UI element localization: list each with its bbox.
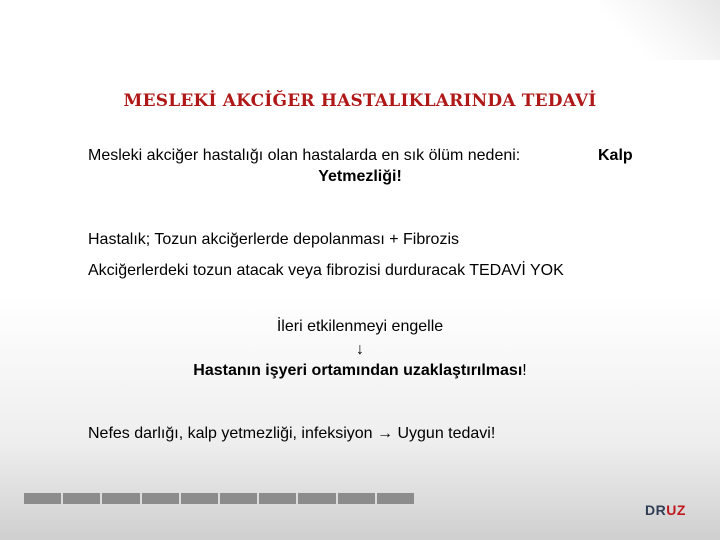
corner-shading <box>600 0 720 60</box>
death-cause-answer-part2: Yetmezliği! <box>318 168 402 185</box>
logo-part-dr: DR <box>645 502 667 518</box>
druz-logo <box>645 502 686 518</box>
flow-step-prevent: İleri etkilenmeyi engelle <box>276 318 444 335</box>
footer-bar-segment <box>377 493 414 504</box>
footer-bar-segment <box>142 493 179 504</box>
no-treatment-text: Akciğerlerdeki tozun atacak veya fibrozisi durduracak TEDAVİ YOK <box>88 262 564 279</box>
footer-segment-bar <box>24 493 414 504</box>
death-cause-text: Mesleki akciğer hastalığı olan hastalarda en sık ölüm nedeni: <box>88 147 521 164</box>
flow-step-remove-bold: Hastanın işyeri ortamından uzaklaştırılması <box>193 362 523 379</box>
footer-bar-segment <box>24 493 61 504</box>
flow-step-remove-from-workplace <box>0 361 720 381</box>
footer-bar-segment <box>298 493 335 504</box>
disease-definition-text: Hastalık; Tozun akciğerlerde depolanması + Fibrozis <box>88 231 459 248</box>
logo-part-uz: UZ <box>666 502 686 518</box>
footer-bar-segment <box>63 493 100 504</box>
footer-bar-segment <box>259 493 296 504</box>
footer-bar-segment <box>220 493 257 504</box>
down-arrow-icon: ↓ <box>356 341 364 358</box>
flow-step-remove-tail: ! <box>522 362 527 379</box>
footer-bar-segment <box>181 493 218 504</box>
footer-bar-segment <box>102 493 139 504</box>
footer-bar-segment <box>338 493 375 504</box>
death-cause-answer-part1: Kalp <box>598 147 633 164</box>
symptom-treatment-text: Nefes darlığı, kalp yetmezliği, infeksiyon → Uygun tedavi! <box>88 425 496 442</box>
slide-title: MESLEKİ AKCİĞER HASTALIKLARINDA TEDAVİ <box>123 91 597 111</box>
